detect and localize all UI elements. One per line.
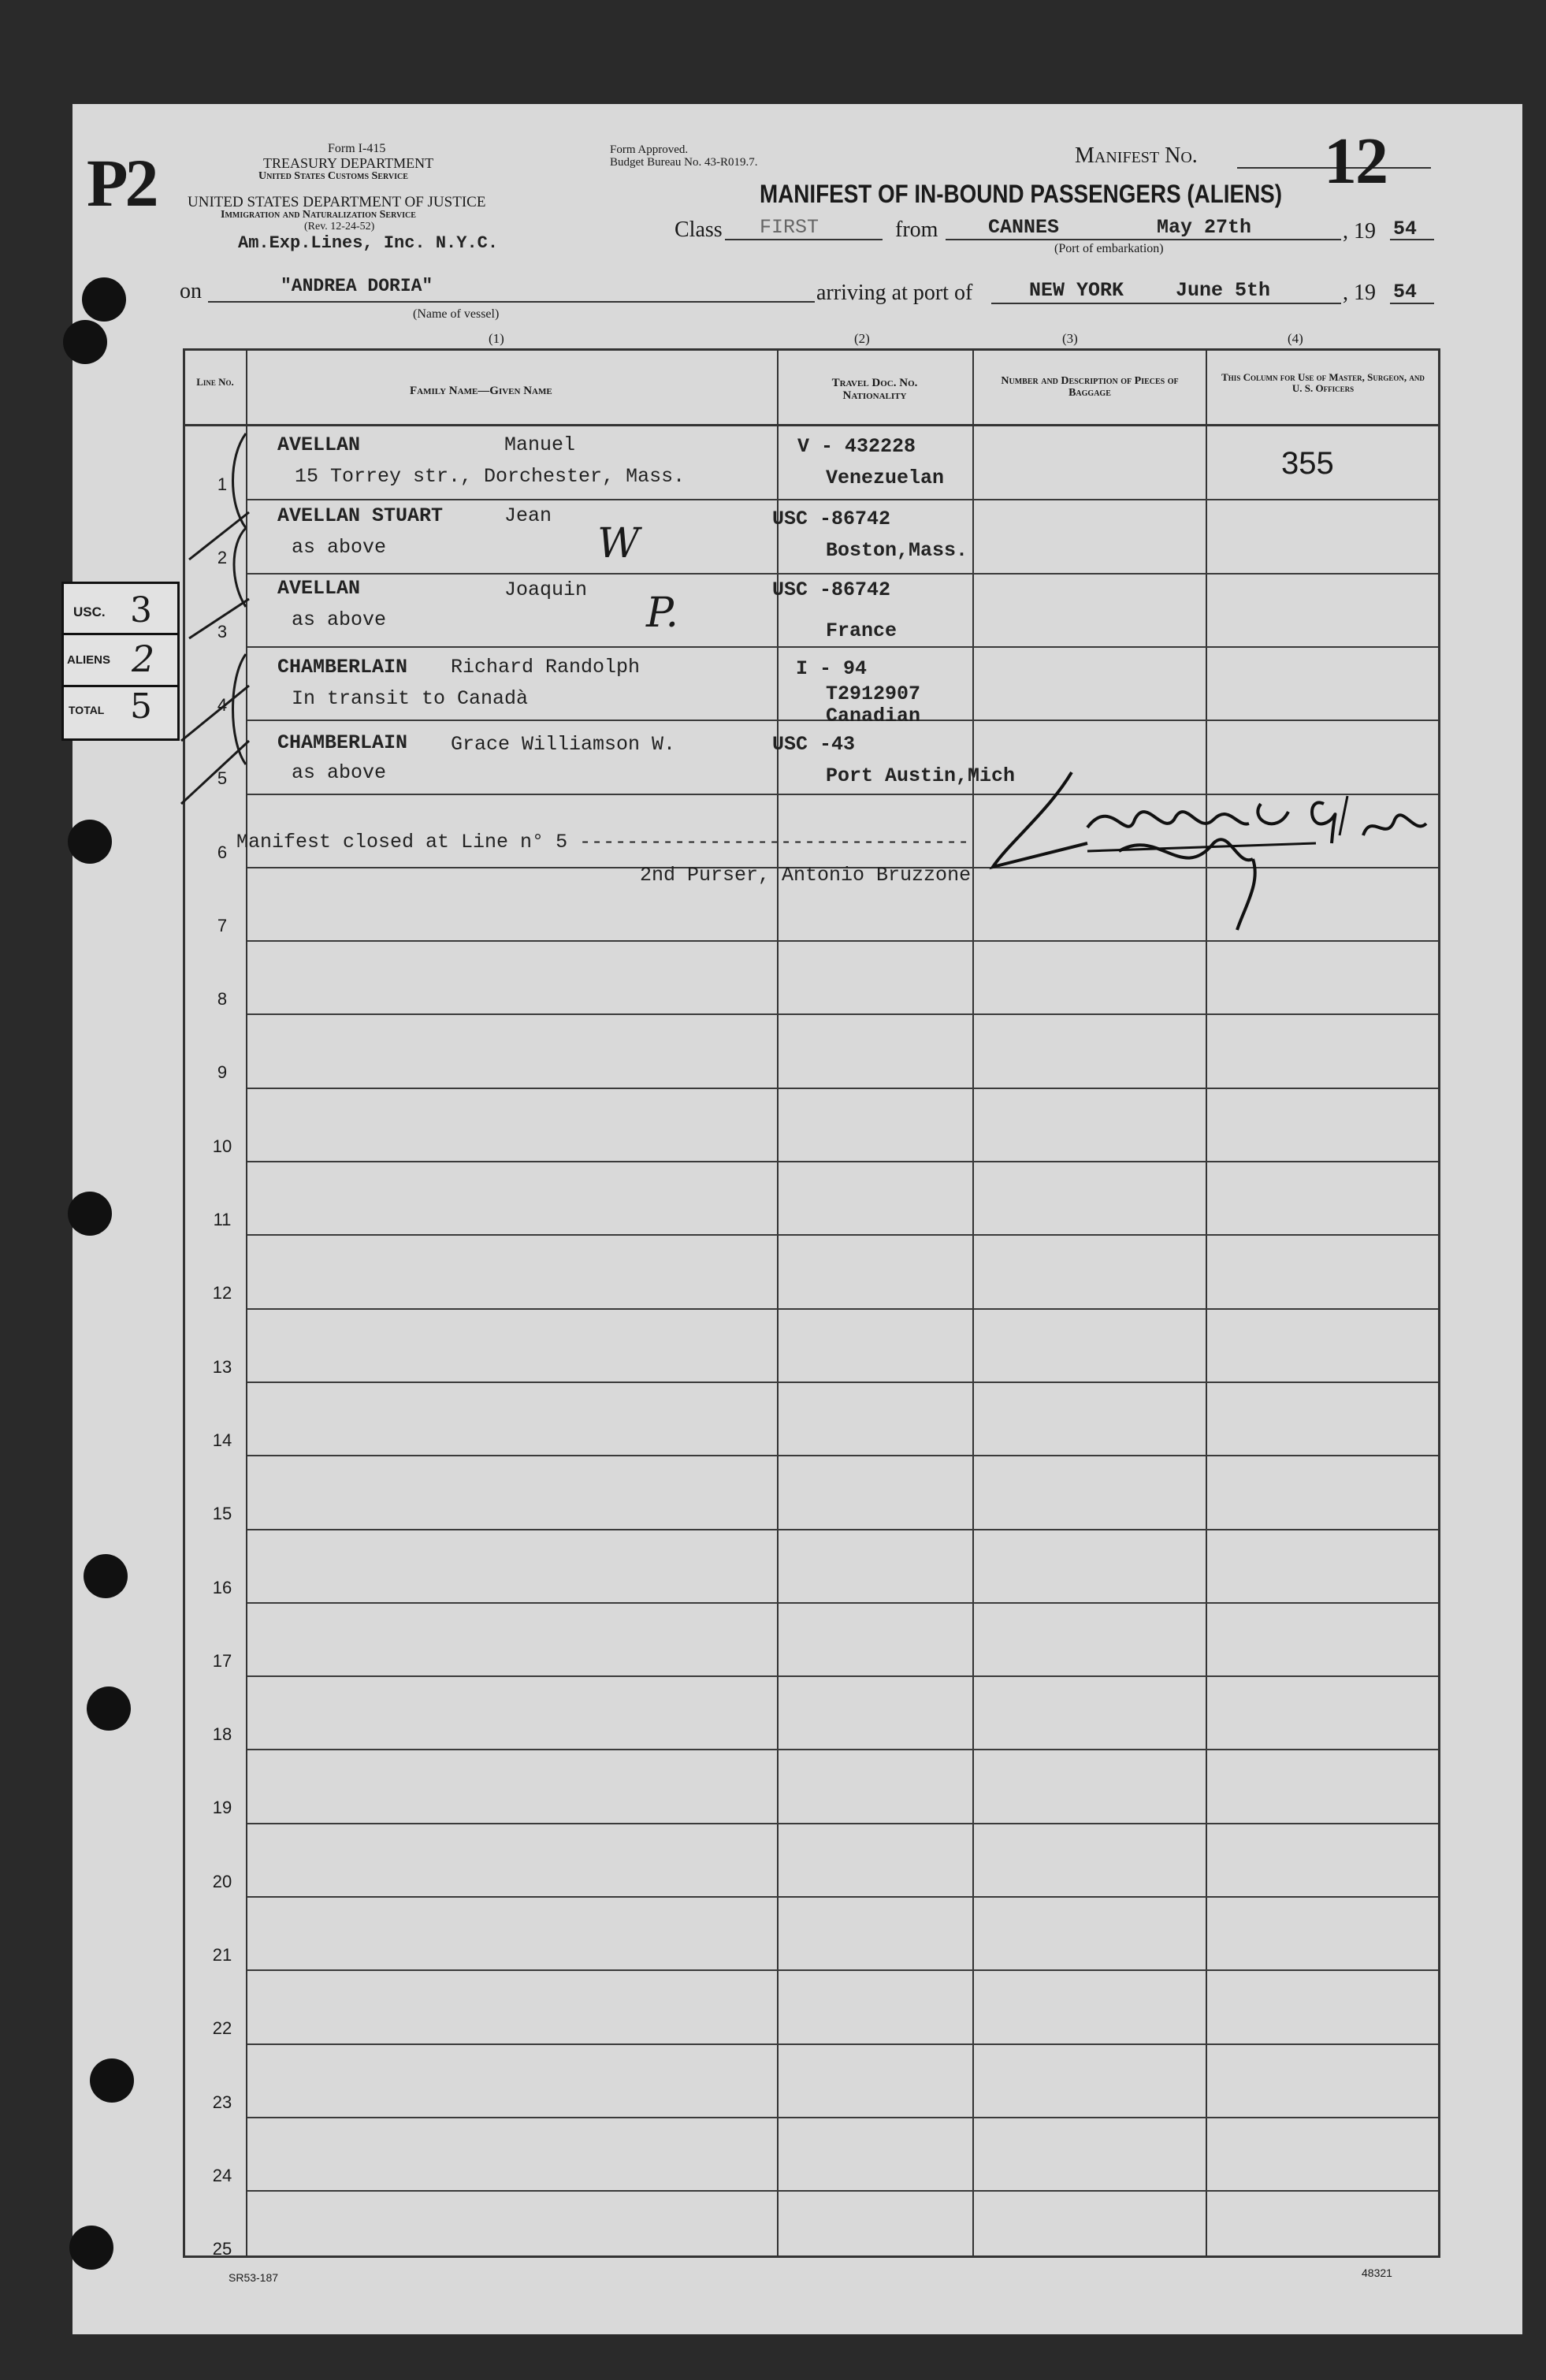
header-baggage: Number and Description of Pieces of Baggage xyxy=(1001,375,1179,399)
line-number: 20 xyxy=(212,1871,232,1891)
from-underline xyxy=(946,239,1341,240)
line-number: 17 xyxy=(212,1650,232,1671)
line-number: 25 xyxy=(212,2239,232,2259)
footer-print-code: 48321 xyxy=(1362,2267,1392,2279)
passenger-2-nationality: Boston,Mass. xyxy=(826,539,968,562)
passenger-1-nationality: Venezuelan xyxy=(826,467,945,489)
passenger-4-family: CHAMBERLAIN xyxy=(277,656,408,679)
table-row xyxy=(247,499,1438,500)
family-bracket-marks xyxy=(173,426,268,820)
table-row xyxy=(247,1529,1438,1530)
manifest-no-value: 12 xyxy=(1324,125,1387,198)
line-number: 16 xyxy=(212,1577,232,1597)
table-row xyxy=(247,2043,1438,2045)
passenger-3-address: as above xyxy=(292,608,387,631)
table-bottom-border xyxy=(183,2255,1440,2258)
line-number: 21 xyxy=(212,1945,232,1965)
class-label: Class xyxy=(675,218,723,242)
col-divider-name xyxy=(777,348,779,2258)
column-number-4: (4) xyxy=(1288,331,1303,346)
purser-name: 2nd Purser, Antonio Bruzzone xyxy=(640,864,972,887)
table-row xyxy=(247,1382,1438,1383)
binder-hole xyxy=(82,277,126,322)
passenger-3-hand-mark: P. xyxy=(646,589,678,637)
binder-hole xyxy=(87,1686,131,1731)
shipping-agent: Am.Exp.Lines, Inc. N.Y.C. xyxy=(238,233,499,253)
binder-hole xyxy=(63,320,107,364)
table-row xyxy=(247,1161,1438,1162)
line-number: 13 xyxy=(212,1356,232,1377)
form-approved: Form Approved. xyxy=(610,143,689,156)
from-label: from xyxy=(895,218,938,242)
line-number: 12 xyxy=(212,1283,232,1303)
line-number: 9 xyxy=(217,1062,228,1083)
embark-year: 54 xyxy=(1393,218,1418,240)
port-of-embarkation-label: (Port of embarkation) xyxy=(1054,242,1164,255)
table-row xyxy=(247,1749,1438,1750)
line-number: 10 xyxy=(212,1136,232,1156)
passenger-5-family: CHAMBERLAIN xyxy=(277,731,408,754)
line-number: 5 xyxy=(217,768,228,789)
manifest-closed-line: Manifest closed at Line n° 5 --------------------------------- xyxy=(236,831,970,853)
tally-aliens-value: 2 xyxy=(132,638,155,680)
line-number: 14 xyxy=(212,1430,232,1450)
table-right-border xyxy=(1438,348,1440,2258)
embark-year-prefix: , 19 xyxy=(1343,219,1376,244)
table-row xyxy=(247,1455,1438,1456)
table-row xyxy=(247,1969,1438,1971)
column-number-2: (2) xyxy=(854,331,870,346)
line-number: 22 xyxy=(212,2018,232,2039)
table-row xyxy=(247,573,1438,575)
vessel-underline xyxy=(208,301,815,303)
table-row xyxy=(247,1675,1438,1677)
passenger-2-address: as above xyxy=(292,536,387,559)
footer-form-code: SR53-187 xyxy=(229,2271,279,2284)
class-value: FIRST xyxy=(760,216,819,239)
tally-total-label: TOTAL xyxy=(69,704,105,716)
arrival-underline xyxy=(991,303,1341,304)
treasury-department: TREASURY DEPARTMENT xyxy=(263,155,434,171)
arrival-year: 54 xyxy=(1393,281,1418,303)
table-row xyxy=(247,1013,1438,1015)
tally-box xyxy=(61,582,180,741)
passenger-5-nationality: Port Austin,Mich xyxy=(826,764,1016,787)
passenger-3-doc: USC -86742 xyxy=(772,578,891,601)
line-number: 8 xyxy=(217,989,228,1010)
passenger-3-family: AVELLAN xyxy=(277,577,361,600)
passenger-3-nationality: France xyxy=(826,619,897,642)
arrival-year-prefix: , 19 xyxy=(1343,281,1376,305)
tally-total-value: 5 xyxy=(130,686,152,727)
form-revision: (Rev. 12-24-52) xyxy=(304,221,375,232)
header-line-no: Line No. xyxy=(196,376,234,388)
vessel-label: (Name of vessel) xyxy=(413,307,500,321)
passenger-4-doc: I - 94 xyxy=(796,657,868,680)
passenger-4-nationality: Canadian xyxy=(826,705,921,727)
col-divider-baggage xyxy=(1206,348,1207,2258)
binder-hole xyxy=(68,820,112,864)
table-row xyxy=(247,1823,1438,1824)
table-row xyxy=(247,1602,1438,1604)
embark-port: CANNES xyxy=(988,216,1060,239)
line-number: 2 xyxy=(217,548,228,568)
line-number: 3 xyxy=(217,621,228,641)
line-number: 23 xyxy=(212,2092,232,2112)
line-number: 1 xyxy=(217,474,228,494)
table-row xyxy=(247,1896,1438,1898)
immigration-service: Immigration and Naturalization Service xyxy=(221,209,416,221)
passenger-1-officer-note: 355 xyxy=(1281,446,1334,481)
header-officers: This Column for Use of Master, Surgeon, and U. S. Officers xyxy=(1221,371,1425,394)
passenger-2-hand-mark: W xyxy=(597,520,640,567)
table-row xyxy=(247,646,1438,648)
passenger-1-address: 15 Torrey str., Dorchester, Mass. xyxy=(295,465,686,488)
passenger-4-given: Richard Randolph xyxy=(451,656,641,679)
on-label: on xyxy=(180,279,202,303)
col-divider-doc xyxy=(972,348,974,2258)
line-number: 6 xyxy=(217,842,228,862)
line-number: 24 xyxy=(212,2165,232,2185)
binder-hole xyxy=(90,2058,134,2103)
form-number: Form I-415 xyxy=(328,142,386,155)
table-row xyxy=(247,1088,1438,1089)
passenger-4-transit: In transit to Canadà xyxy=(292,687,529,710)
table-row xyxy=(247,2117,1438,2118)
tally-usc-value: 3 xyxy=(130,590,152,630)
passenger-1-given: Manuel xyxy=(504,433,576,456)
binder-hole xyxy=(84,1554,128,1598)
arrival-date: June 5th xyxy=(1176,279,1271,302)
line-number: 18 xyxy=(212,1724,232,1745)
passenger-3-given: Joaquin xyxy=(504,578,588,601)
line-number: 11 xyxy=(213,1210,232,1229)
justice-department: UNITED STATES DEPARTMENT OF JUSTICE xyxy=(188,194,486,210)
header-travel-doc: Travel Doc. No. Nationality xyxy=(831,377,918,402)
arrival-port: NEW YORK xyxy=(1029,279,1124,302)
binder-hole xyxy=(69,2226,113,2270)
embark-date: May 27th xyxy=(1157,216,1252,239)
passenger-2-family: AVELLAN STUART xyxy=(277,504,444,527)
passenger-1-family: AVELLAN xyxy=(277,433,361,456)
passenger-1-doc: V - 432228 xyxy=(797,435,916,458)
table-header-bottom xyxy=(183,424,1440,426)
passenger-5-doc: USC -43 xyxy=(772,733,856,756)
line-number: 7 xyxy=(217,915,228,935)
column-number-1: (1) xyxy=(489,331,504,346)
passenger-5-given: Grace Williamson W. xyxy=(451,733,676,756)
binder-hole xyxy=(68,1192,112,1236)
line-number: 4 xyxy=(217,694,228,715)
header-family-name: Family Name—Given Name xyxy=(410,385,552,397)
corner-stamp: P2 xyxy=(87,145,156,221)
class-underline xyxy=(725,239,883,240)
passenger-2-given: Jean xyxy=(504,504,552,527)
manifest-no-label: Manifest No. xyxy=(1075,143,1198,168)
line-number: 19 xyxy=(212,1798,232,1818)
table-row xyxy=(247,2190,1438,2192)
officer-signature xyxy=(977,749,1450,946)
column-number-3: (3) xyxy=(1062,331,1078,346)
table-top-border xyxy=(183,348,1440,351)
table-row xyxy=(247,1308,1438,1310)
passenger-2-doc: USC -86742 xyxy=(772,508,891,530)
passenger-4-doc2: T2912907 xyxy=(826,682,921,705)
vessel-name: "ANDREA DORIA" xyxy=(281,276,433,296)
budget-bureau: Budget Bureau No. 43-R019.7. xyxy=(610,156,758,169)
manifest-title: MANIFEST OF IN-BOUND PASSENGERS (ALIENS) xyxy=(760,180,1283,208)
tally-usc-label: USC. xyxy=(73,604,106,619)
tally-aliens-label: ALIENS xyxy=(67,653,111,667)
arriving-label: arriving at port of xyxy=(816,281,973,305)
line-number: 15 xyxy=(212,1504,232,1524)
table-row xyxy=(247,1234,1438,1236)
customs-service: United States Customs Service xyxy=(258,170,408,182)
passenger-5-address: as above xyxy=(292,761,387,784)
